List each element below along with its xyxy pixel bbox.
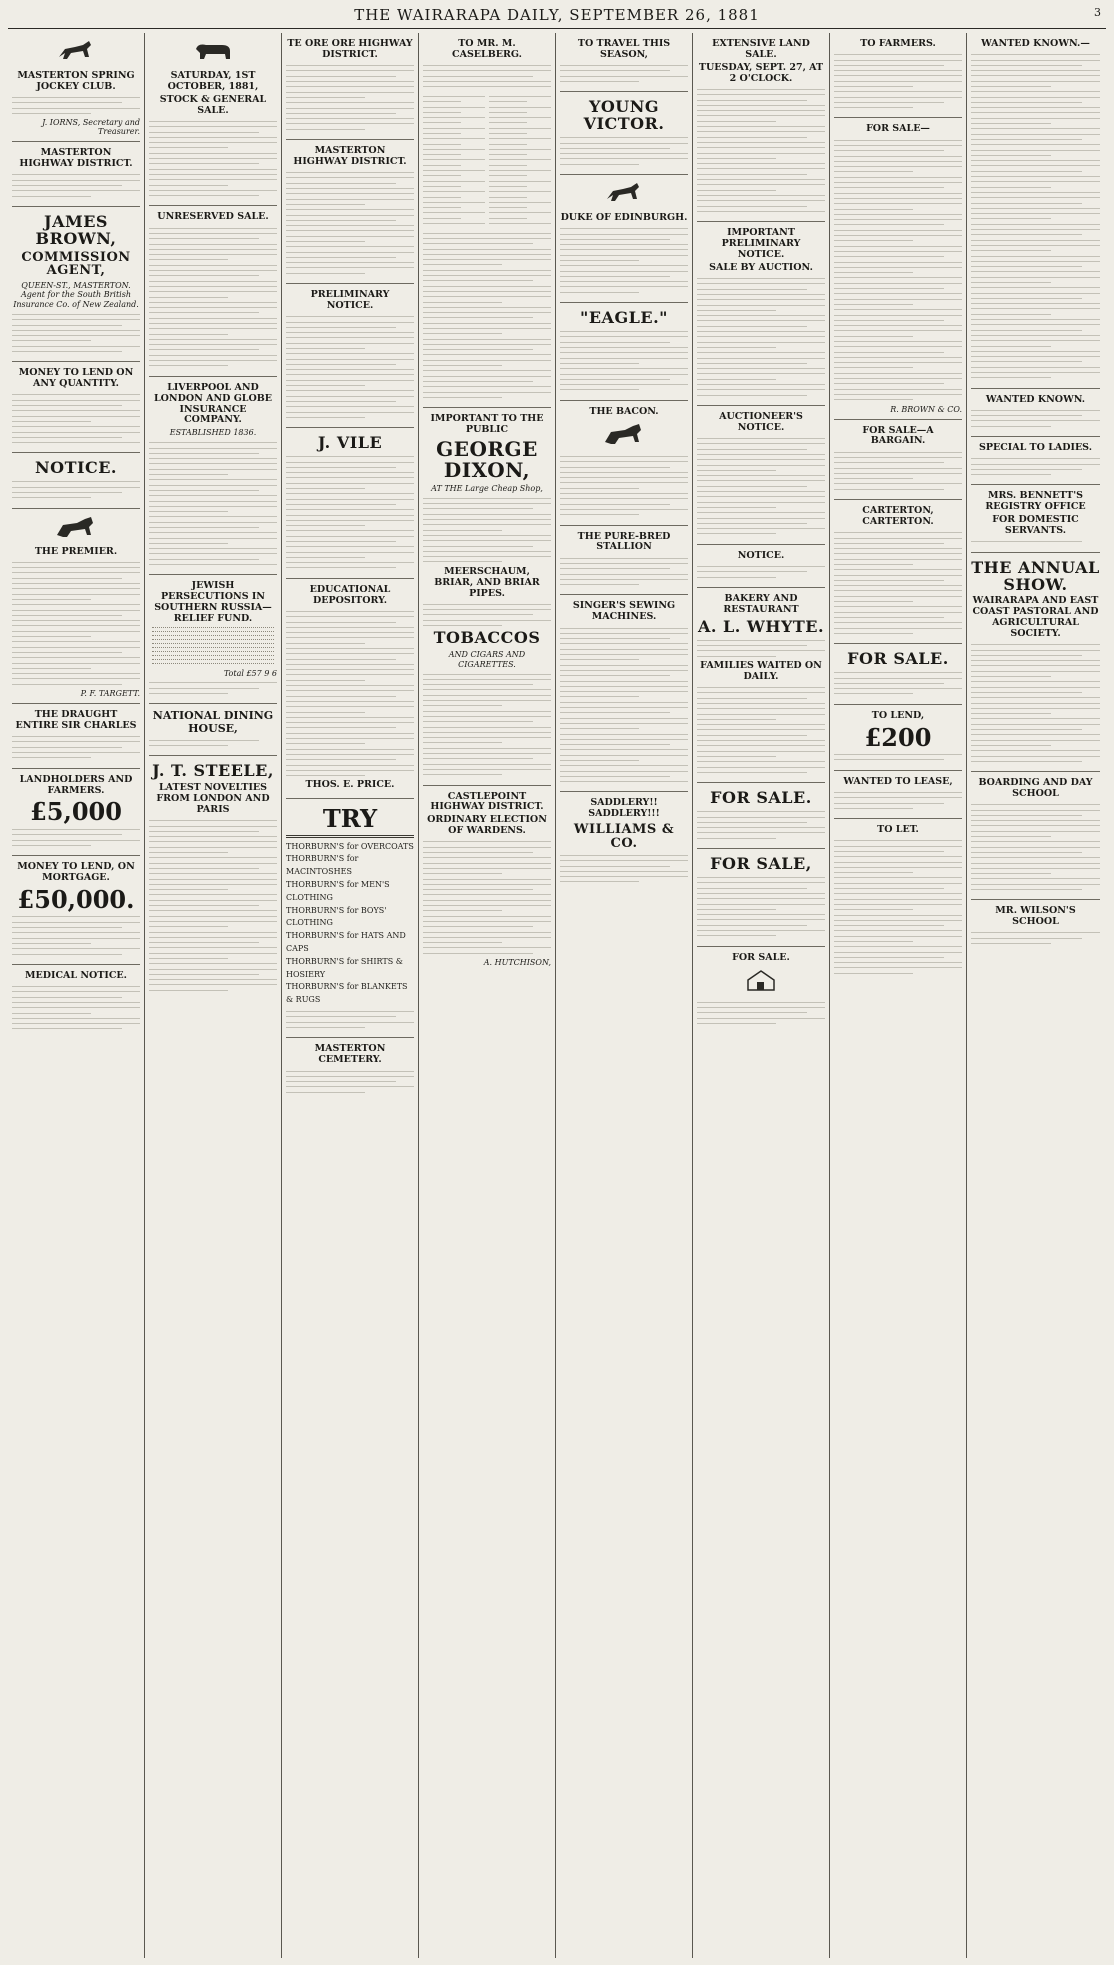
jockey-club-ad xyxy=(12,33,140,142)
unreserved-ad xyxy=(149,206,277,376)
steele-ad xyxy=(149,756,277,1000)
forsale6-ad xyxy=(697,783,825,849)
brown-role: COMMISSION AGENT, xyxy=(21,249,131,279)
try-item: THORBURN'S for HATS AND CAPS xyxy=(286,931,406,953)
bakery-ad xyxy=(697,588,825,783)
forsale6c-ad xyxy=(697,947,825,1034)
forsale7-title: FOR SALE— xyxy=(866,123,930,135)
notice-ad xyxy=(12,453,140,508)
try-item: THORBURN'S for BOYS' CLOTHING xyxy=(286,905,387,928)
farmers-title: TO FARMERS. xyxy=(860,38,936,49)
families-title: FAMILIES WAITED ON DAILY. xyxy=(700,659,822,682)
prelim-notice-ad xyxy=(697,222,825,406)
horse-icon xyxy=(53,39,99,63)
eagle-ad xyxy=(560,303,688,401)
dixon-ad xyxy=(423,408,551,785)
forsale6b-ad xyxy=(697,849,825,947)
lend7-amount: £200 xyxy=(864,722,932,752)
house-icon xyxy=(738,968,784,992)
prelim-notice-sub: SALE BY AUCTION. xyxy=(709,261,813,273)
column-3 xyxy=(282,33,419,1958)
lend7-title: TO LEND, xyxy=(871,709,925,721)
wanted1-title: WANTED KNOWN.— xyxy=(981,38,1090,49)
premier-title: THE PREMIER. xyxy=(34,545,118,557)
thorburn-ad xyxy=(286,799,414,1038)
prelim-notice-title: IMPORTANT PRELIMINARY NOTICE. xyxy=(721,227,801,260)
unreserved-title: UNRESERVED SALE. xyxy=(157,211,269,223)
landholders-title: LANDHOLDERS AND FARMERS. xyxy=(19,773,133,796)
jockey-club-body xyxy=(12,97,140,114)
district-title: MASTERTON HIGHWAY DISTRICT. xyxy=(19,147,133,170)
money-ad xyxy=(12,362,140,453)
lease-ad xyxy=(834,771,962,819)
ladies-ad xyxy=(971,437,1100,485)
liverpool-ad xyxy=(149,377,277,576)
wanted2-title: WANTED KNOWN. xyxy=(985,393,1086,405)
bacon-ad xyxy=(560,401,688,526)
letter-title: TO MR. M. CASELBERG. xyxy=(452,38,522,60)
forsale7b-ad xyxy=(834,644,962,705)
boarding-ad xyxy=(971,772,1100,900)
masterton-hw-title: MASTERTON HIGHWAY DISTRICT. xyxy=(293,145,407,167)
registry-ad xyxy=(971,485,1100,552)
te-ore-ore-ad xyxy=(286,33,414,140)
medical-ad xyxy=(12,965,140,1039)
try-title: TRY xyxy=(322,804,378,834)
carterton-title: CARTERTON, CARTERTON. xyxy=(862,505,934,527)
forsale6c-title: FOR SALE. xyxy=(732,951,790,963)
liverpool-est: ESTABLISHED 1836. xyxy=(169,428,257,438)
saddlery-title: SADDLERY!! SADDLERY!!! xyxy=(588,797,660,820)
horse-icon xyxy=(601,422,647,446)
wanted1-ad xyxy=(971,33,1100,389)
try-item: THORBURN'S for BLANKETS & RUGS xyxy=(286,982,408,1005)
important-title: IMPORTANT TO THE PUBLIC xyxy=(430,413,544,436)
cemetery-ad xyxy=(286,1038,414,1102)
notice6-title: NOTICE. xyxy=(737,549,785,561)
column-5 xyxy=(556,33,693,1958)
dixon-name: GEORGE DIXON, xyxy=(436,436,538,482)
show-sub: WAIRARAPA AND EAST COAST PASTORAL AND AGRICULTURAL SOCIETY. xyxy=(972,595,1099,640)
column-1 xyxy=(8,33,145,1958)
try-item: THORBURN'S for MEN'S CLOTHING xyxy=(286,879,390,902)
saddlery-ad xyxy=(560,792,688,891)
column-7 xyxy=(830,33,967,1958)
boarding-title: BOARDING AND DAY SCHOOL xyxy=(978,777,1093,800)
educational-ad xyxy=(286,579,414,800)
bargain-title: FOR SALE—A BARGAIN. xyxy=(862,424,934,447)
ordinary-title: ORDINARY ELECTION OF WARDENS. xyxy=(427,814,547,837)
page-number: 3 xyxy=(1094,6,1102,19)
masthead-title: THE WAIRARAPA DAILY, SEPTEMBER 26, 1881 xyxy=(354,6,760,24)
liverpool-title: LIVERPOOL AND LONDON AND GLOBE INSURANCE COMPANY. xyxy=(153,381,273,426)
land-sale-title: EXTENSIVE LAND SALE. xyxy=(712,38,810,60)
forsale6b-title: FOR SALE, xyxy=(710,854,812,873)
forsale6-title: FOR SALE. xyxy=(710,788,812,808)
draught-title: THE DRAUGHT ENTIRE SIR CHARLES xyxy=(15,709,137,731)
te-ore-ore-title: TE ORE ORE HIGHWAY DISTRICT. xyxy=(287,38,413,60)
ladies-title: SPECIAL TO LADIES. xyxy=(978,442,1093,454)
bakery-title: BAKERY AND RESTAURANT xyxy=(723,592,799,615)
masterton-hw-ad xyxy=(286,140,414,284)
show-ad xyxy=(971,553,1100,772)
try-item: THORBURN'S for SHIRTS & HOSIERY xyxy=(286,956,403,979)
prelim-title: PRELIMINARY NOTICE. xyxy=(310,289,390,311)
stock-sale-title: SATURDAY, 1ST OCTOBER, 1881, xyxy=(167,70,259,92)
land-sale-ad xyxy=(697,33,825,222)
draught-ad xyxy=(12,704,140,769)
bakery-name: A. L. WHYTE. xyxy=(697,616,825,636)
lend-title: MONEY TO LEND, ON MORTGAGE. xyxy=(17,861,135,884)
column-4 xyxy=(419,33,556,1958)
victor-ad xyxy=(560,92,688,175)
lend-amount: £50,000. xyxy=(17,885,135,914)
dixon-sub: AT THE Large Cheap Shop, xyxy=(431,483,543,493)
brown-name: JAMES BROWN, xyxy=(35,211,117,248)
victor-title: YOUNG VICTOR. xyxy=(583,97,665,134)
landholders-amount: £5,000 xyxy=(30,797,122,827)
landholders-ad xyxy=(12,769,140,857)
bacon-title: THE BACON. xyxy=(589,405,659,417)
horse-icon xyxy=(53,515,99,539)
wilsons-title: MR. WILSON'S SCHOOL xyxy=(995,905,1076,928)
auctioneer-ad xyxy=(697,406,825,545)
premier-ad xyxy=(12,509,140,704)
jockey-club-title: MASTERTON SPRING JOCKEY CLUB. xyxy=(17,70,135,92)
brown-co-sig: R. BROWN & CO. xyxy=(890,404,962,414)
duke-title: DUKE OF EDINBURGH. xyxy=(560,212,688,223)
educational-title: EDUCATIONAL DEPOSITORY. xyxy=(309,583,391,606)
travel-ad xyxy=(560,33,688,92)
money-title: MONEY TO LEND ON ANY QUANTITY. xyxy=(18,367,134,390)
masthead xyxy=(8,6,1106,29)
eagle-title: "EAGLE." xyxy=(580,308,668,328)
national-ad xyxy=(149,704,277,756)
vile-title: J. VILE xyxy=(317,433,383,453)
notice6-ad xyxy=(697,545,825,588)
steele-sub: LATEST NOVELTIES FROM LONDON AND PARIS xyxy=(156,782,270,816)
lease-title: WANTED TO LEASE, xyxy=(843,775,953,787)
letter-ad xyxy=(423,33,551,408)
jockey-club-sig: J. IORNS, Secretary and Treasurer. xyxy=(42,118,140,137)
land-sale-date: TUESDAY, SEPT. 27, AT 2 O'CLOCK. xyxy=(698,61,824,84)
bargain-ad xyxy=(834,420,962,501)
vile-ad xyxy=(286,428,414,579)
horse-icon xyxy=(601,181,647,205)
jewish-ad xyxy=(149,575,277,704)
brown-ad xyxy=(12,207,140,362)
castlepoint-ad xyxy=(423,786,551,973)
tobaccos-title: TOBACCOS xyxy=(433,628,541,648)
steele-name: J. T. STEELE, xyxy=(152,761,274,781)
travel-title: TO TRAVEL THIS SEASON, xyxy=(577,38,671,60)
singer-title: SINGER'S SEWING MACHINES. xyxy=(572,600,676,623)
jewish-total: Total £57 9 6 xyxy=(223,669,277,679)
tolet-ad xyxy=(834,819,962,983)
forsale7b-title: FOR SALE. xyxy=(847,649,949,669)
notice-title: NOTICE. xyxy=(35,458,117,478)
wilsons-ad xyxy=(971,900,1100,953)
try-item: THORBURN'S for MACINTOSHES xyxy=(286,854,359,877)
meerschaum-title: MEERSCHAUM, BRIAR, AND BRIAR PIPES. xyxy=(434,565,540,599)
cemetery-title: MASTERTON CEMETERY. xyxy=(314,1043,386,1066)
try-item: THORBURN'S for OVERCOATS xyxy=(286,841,414,851)
lend-ad xyxy=(12,856,140,965)
singer-ad xyxy=(560,595,688,792)
wanted2-ad xyxy=(971,389,1100,437)
stock-sale-sub: STOCK & GENERAL SALE. xyxy=(159,93,267,116)
brown-place: QUEEN-ST., MASTERTON. xyxy=(21,280,131,290)
column-6 xyxy=(693,33,830,1958)
stock-sale-ad xyxy=(149,33,277,206)
medical-title: MEDICAL NOTICE. xyxy=(25,969,127,981)
carterton-ad xyxy=(834,500,962,644)
national-title: NATIONAL DINING HOUSE, xyxy=(152,709,274,735)
column-2 xyxy=(145,33,282,1958)
premier-sig: P. F. TARGETT. xyxy=(80,689,140,699)
tolet-title: TO LET. xyxy=(877,824,919,836)
castlepoint-sig: A. HUTCHISON, xyxy=(483,958,551,968)
show-title: THE ANNUAL SHOW. xyxy=(971,557,1100,594)
duke-ad xyxy=(560,175,688,303)
prelim-ad xyxy=(286,284,414,428)
bull-icon xyxy=(190,39,236,63)
stallion-title: THE PURE-BRED STALLION xyxy=(577,530,671,553)
lend7-ad xyxy=(834,705,962,771)
farmers-ad xyxy=(834,33,962,118)
auctioneer-title: AUCTIONEER'S NOTICE. xyxy=(719,410,803,433)
registry-title: MRS. BENNETT'S REGISTRY OFFICE xyxy=(985,490,1086,513)
jewish-title: JEWISH PERSECUTIONS IN SOUTHERN RUSSIA—RELIEF FUND. xyxy=(154,580,272,625)
price-title: THOS. E. PRICE. xyxy=(305,779,395,791)
castlepoint-title: CASTLEPOINT HIGHWAY DISTRICT. xyxy=(430,790,544,813)
registry-sub: FOR DOMESTIC SERVANTS. xyxy=(992,514,1079,537)
tobaccos-sub: AND CIGARS AND CIGARETTES. xyxy=(448,650,526,669)
forsale7-ad xyxy=(834,118,962,419)
brown-agent: Agent for the South British Insurance Co. of New Zealand. xyxy=(13,290,139,310)
column-8 xyxy=(967,33,1104,1958)
district-ad xyxy=(12,142,140,207)
saddlery-name: WILLIAMS & CO. xyxy=(573,822,675,851)
columns xyxy=(8,33,1106,1958)
stallion-ad xyxy=(560,526,688,596)
